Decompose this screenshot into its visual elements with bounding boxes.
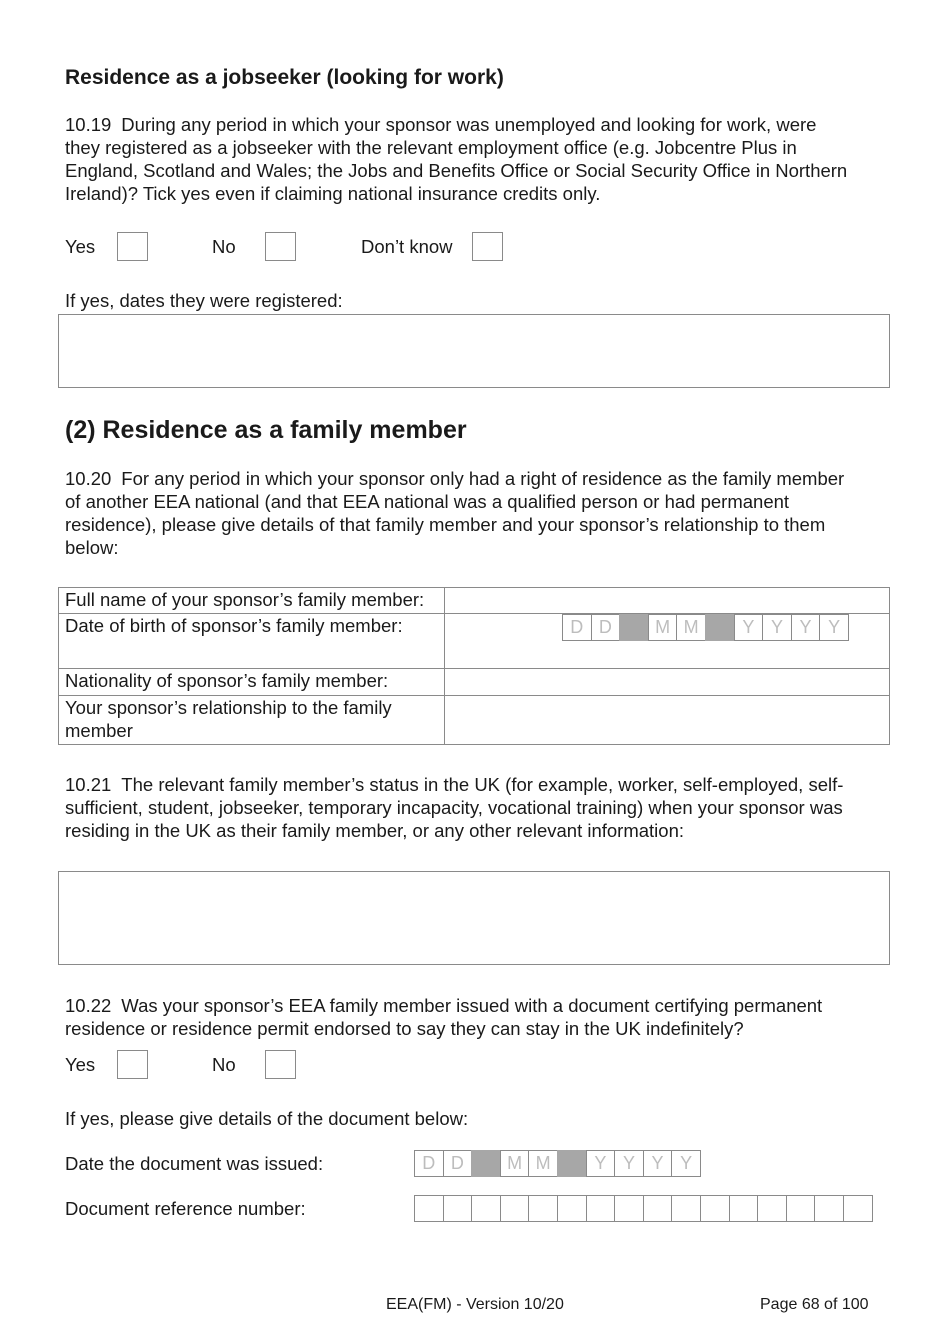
option-no-label: No	[212, 1054, 236, 1075]
dont-know-checkbox[interactable]	[472, 232, 503, 261]
reference-cell[interactable]	[586, 1195, 616, 1222]
date-cell-day[interactable]: D	[443, 1150, 473, 1177]
question-number: 10.22	[65, 995, 112, 1016]
date-cell-year[interactable]: Y	[614, 1150, 644, 1177]
option-no-label: No	[212, 236, 236, 257]
option-yes-label: Yes	[65, 236, 96, 257]
section-heading-jobseeker: Residence as a jobseeker (looking for work)	[65, 66, 504, 89]
reference-cell[interactable]	[786, 1195, 816, 1222]
full-name-label: Full name of your sponsor’s family member:	[59, 588, 445, 614]
date-separator	[557, 1150, 587, 1177]
date-separator	[619, 614, 649, 641]
section-heading-family: (2) Residence as a family member	[65, 416, 467, 444]
reference-cell[interactable]	[528, 1195, 558, 1222]
footer-page-number: Page 68 of 100	[760, 1296, 869, 1313]
footer-version: EEA(FM) - Version 10/20	[386, 1296, 564, 1313]
relationship-input[interactable]	[445, 696, 890, 745]
reference-cell[interactable]	[814, 1195, 844, 1222]
date-cell-year[interactable]: Y	[643, 1150, 673, 1177]
reference-cell[interactable]	[471, 1195, 501, 1222]
reference-cell[interactable]	[443, 1195, 473, 1222]
dates-registered-label: If yes, dates they were registered:	[65, 290, 343, 311]
question-text-line: For any period in which your sponsor only had a right of residence as the family member	[121, 468, 845, 489]
reference-cell[interactable]	[700, 1195, 730, 1222]
date-cell-month[interactable]: M	[500, 1150, 530, 1177]
question-text-line: sufficient, student, jobseeker, temporary incapacity, vocational training) when your sponsor was	[65, 797, 843, 818]
date-cell-year[interactable]: Y	[734, 614, 764, 641]
question-number: 10.21	[65, 774, 112, 795]
nationality-input[interactable]	[445, 669, 890, 696]
reference-cell[interactable]	[757, 1195, 787, 1222]
yes-checkbox[interactable]	[117, 1050, 148, 1079]
date-cell-month[interactable]: M	[648, 614, 678, 641]
reference-cell[interactable]	[843, 1195, 873, 1222]
family-member-status-field[interactable]	[58, 871, 890, 965]
question-text-line: During any period in which your sponsor was unemployed and looking for work, were	[121, 114, 817, 135]
question-number: 10.20	[65, 468, 112, 489]
question-text-line: The relevant family member’s status in the UK (for example, worker, self-employed, self-	[121, 774, 844, 795]
reference-cell[interactable]	[614, 1195, 644, 1222]
date-cell-year[interactable]: Y	[819, 614, 849, 641]
reference-cell[interactable]	[729, 1195, 759, 1222]
option-dont-know-label: Don’t know	[361, 236, 453, 257]
question-text-line: residence), please give details of that family member and your sponsor’s relationship to them	[65, 514, 826, 535]
family-member-table	[58, 587, 890, 745]
reference-cell[interactable]	[557, 1195, 587, 1222]
dob-label: Date of birth of sponsor’s family member:	[59, 614, 445, 669]
date-cell-day[interactable]: D	[414, 1150, 444, 1177]
date-cell-day[interactable]: D	[591, 614, 621, 641]
date-cell-day[interactable]: D	[562, 614, 592, 641]
question-number: 10.19	[65, 114, 112, 135]
reference-number-boxes[interactable]	[414, 1195, 873, 1222]
yes-checkbox[interactable]	[117, 232, 148, 261]
no-checkbox[interactable]	[265, 1050, 296, 1079]
date-separator	[705, 614, 735, 641]
question-text-line: of another EEA national (and that EEA national was a qualified person or had permanent	[65, 491, 790, 512]
date-cell-year[interactable]: Y	[586, 1150, 616, 1177]
question-text-line: residence or residence permit endorsed to say they can stay in the UK indefinitely?	[65, 1018, 744, 1039]
date-cell-month[interactable]: M	[676, 614, 706, 641]
date-cell-month[interactable]: M	[528, 1150, 558, 1177]
document-details-label: If yes, please give details of the document below:	[65, 1108, 469, 1129]
dates-registered-field[interactable]	[58, 314, 890, 388]
option-yes-label: Yes	[65, 1054, 96, 1075]
dob-date-boxes[interactable]	[562, 614, 849, 641]
reference-number-label: Document reference number:	[65, 1198, 306, 1219]
date-issued-label: Date the document was issued:	[65, 1153, 324, 1174]
date-issued-boxes[interactable]	[414, 1150, 701, 1177]
nationality-label: Nationality of sponsor’s family member:	[59, 669, 445, 696]
question-text-line: England, Scotland and Wales; the Jobs and Benefits Office or Social Security Office in Northern	[65, 160, 848, 181]
question-text-line: Was your sponsor’s EEA family member issued with a document certifying permanent	[121, 995, 823, 1016]
date-separator	[471, 1150, 501, 1177]
reference-cell[interactable]	[671, 1195, 701, 1222]
question-10-22	[65, 994, 905, 1040]
question-text-line: below:	[65, 537, 119, 558]
date-cell-year[interactable]: Y	[791, 614, 821, 641]
question-text-line: they registered as a jobseeker with the relevant employment office (e.g. Jobcentre Plus in	[65, 137, 797, 158]
date-cell-year[interactable]: Y	[671, 1150, 701, 1177]
no-checkbox[interactable]	[265, 232, 296, 261]
reference-cell[interactable]	[500, 1195, 530, 1222]
reference-cell[interactable]	[414, 1195, 444, 1222]
full-name-input[interactable]	[445, 588, 890, 614]
question-10-21	[65, 773, 905, 842]
question-text-line: residing in the UK as their family member, or any other relevant information:	[65, 820, 685, 841]
date-cell-year[interactable]: Y	[762, 614, 792, 641]
question-10-19	[65, 113, 905, 205]
question-10-20	[65, 467, 905, 559]
relationship-label: Your sponsor’s relationship to the family member	[59, 696, 445, 745]
question-text-line: Ireland)? Tick yes even if claiming national insurance credits only.	[65, 183, 601, 204]
reference-cell[interactable]	[643, 1195, 673, 1222]
